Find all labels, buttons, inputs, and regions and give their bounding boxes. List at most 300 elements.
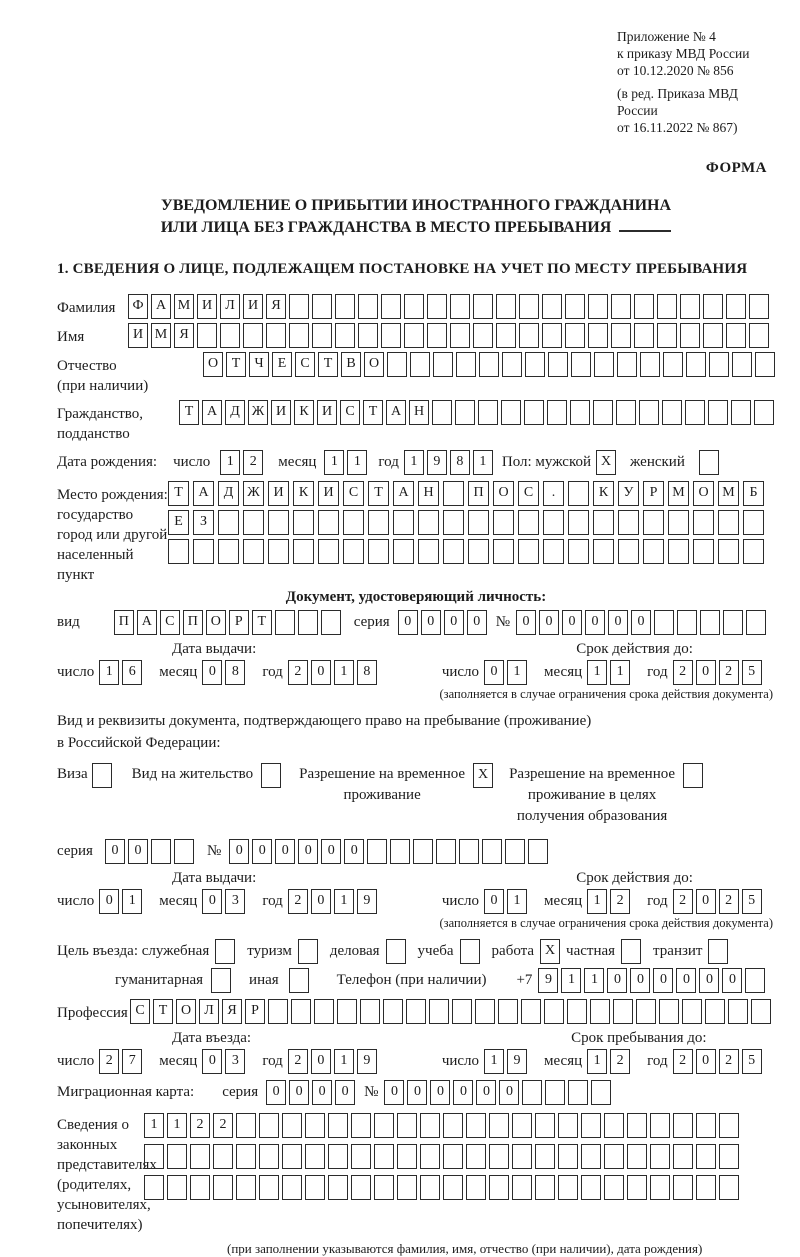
char-cell[interactable]	[473, 323, 493, 348]
char-cell[interactable]: 1	[587, 660, 607, 685]
entry-year[interactable]	[288, 1049, 380, 1074]
char-cell[interactable]	[673, 1144, 693, 1169]
char-cell[interactable]: 0	[384, 1080, 404, 1105]
checkbox-humanitarian[interactable]	[211, 968, 231, 993]
char-cell[interactable]	[443, 1113, 463, 1138]
char-cell[interactable]	[543, 539, 564, 564]
char-cell[interactable]	[443, 1175, 463, 1200]
char-cell[interactable]: 0	[275, 839, 295, 864]
char-cell[interactable]: 1	[220, 450, 240, 475]
stay-until-year[interactable]	[673, 1049, 765, 1074]
char-cell[interactable]: М	[151, 323, 171, 348]
char-cell[interactable]	[501, 400, 521, 425]
char-cell[interactable]: 9	[357, 889, 377, 914]
char-cell[interactable]: 0	[252, 839, 272, 864]
char-cell[interactable]	[650, 1144, 670, 1169]
char-cell[interactable]: И	[128, 323, 148, 348]
char-cell[interactable]	[374, 1144, 394, 1169]
char-cell[interactable]	[505, 839, 525, 864]
char-cell[interactable]: 0	[499, 1080, 519, 1105]
char-cell[interactable]	[475, 999, 495, 1024]
char-cell[interactable]: Т	[318, 352, 338, 377]
char-cell[interactable]	[452, 999, 472, 1024]
char-cell[interactable]: 0	[476, 1080, 496, 1105]
char-cell[interactable]	[731, 400, 751, 425]
doc-kind-input[interactable]	[114, 610, 344, 635]
char-cell[interactable]	[751, 999, 771, 1024]
char-cell[interactable]	[755, 352, 775, 377]
checkbox-other[interactable]	[289, 968, 309, 993]
char-cell[interactable]: 0	[229, 839, 249, 864]
char-cell[interactable]	[565, 323, 585, 348]
char-cell[interactable]: Ч	[249, 352, 269, 377]
char-cell[interactable]	[443, 539, 464, 564]
char-cell[interactable]	[236, 1175, 256, 1200]
stay-issue-day[interactable]	[99, 889, 145, 914]
char-cell[interactable]: 2	[243, 450, 263, 475]
char-cell[interactable]: 1	[561, 968, 581, 993]
char-cell[interactable]: Н	[409, 400, 429, 425]
char-cell[interactable]	[519, 294, 539, 319]
profession-input[interactable]	[130, 999, 774, 1024]
char-cell[interactable]: 1	[347, 450, 367, 475]
char-cell[interactable]: 2	[673, 889, 693, 914]
char-cell[interactable]	[293, 510, 314, 535]
char-cell[interactable]	[236, 1113, 256, 1138]
char-cell[interactable]	[479, 352, 499, 377]
char-cell[interactable]: 1	[507, 660, 527, 685]
char-cell[interactable]	[418, 539, 439, 564]
char-cell[interactable]: 0	[608, 610, 628, 635]
char-cell[interactable]: К	[293, 481, 314, 506]
char-cell[interactable]: С	[130, 999, 150, 1024]
char-cell[interactable]	[275, 610, 295, 635]
checkbox-female[interactable]	[699, 450, 719, 475]
char-cell[interactable]	[433, 352, 453, 377]
legal-input-row3[interactable]	[144, 1175, 742, 1200]
char-cell[interactable]	[466, 1175, 486, 1200]
char-cell[interactable]	[544, 999, 564, 1024]
stay-issue-year[interactable]	[288, 889, 380, 914]
doc-issue-month[interactable]	[202, 660, 248, 685]
char-cell[interactable]	[443, 1144, 463, 1169]
char-cell[interactable]	[436, 839, 456, 864]
checkbox-residence-permit[interactable]	[261, 763, 281, 788]
char-cell[interactable]	[703, 323, 723, 348]
char-cell[interactable]: П	[183, 610, 203, 635]
given-name-input[interactable]	[128, 323, 772, 348]
char-cell[interactable]: 2	[99, 1049, 119, 1074]
legal-input-row2[interactable]	[144, 1144, 742, 1169]
char-cell[interactable]: Д	[225, 400, 245, 425]
char-cell[interactable]	[542, 323, 562, 348]
char-cell[interactable]	[591, 1080, 611, 1105]
char-cell[interactable]	[542, 294, 562, 319]
char-cell[interactable]: М	[668, 481, 689, 506]
char-cell[interactable]: 0	[430, 1080, 450, 1105]
char-cell[interactable]: Р	[229, 610, 249, 635]
char-cell[interactable]: 8	[225, 660, 245, 685]
char-cell[interactable]: О	[364, 352, 384, 377]
char-cell[interactable]: 0	[539, 610, 559, 635]
char-cell[interactable]	[745, 968, 765, 993]
char-cell[interactable]	[521, 999, 541, 1024]
char-cell[interactable]: 0	[312, 1080, 332, 1105]
stay-until-day[interactable]	[484, 1049, 530, 1074]
char-cell[interactable]	[502, 352, 522, 377]
char-cell[interactable]	[351, 1175, 371, 1200]
char-cell[interactable]	[397, 1175, 417, 1200]
char-cell[interactable]: 2	[288, 660, 308, 685]
char-cell[interactable]	[218, 539, 239, 564]
char-cell[interactable]	[368, 539, 389, 564]
checkbox-temp-residence-education[interactable]	[683, 763, 703, 788]
char-cell[interactable]	[693, 510, 714, 535]
char-cell[interactable]	[213, 1175, 233, 1200]
char-cell[interactable]: 0	[516, 610, 536, 635]
char-cell[interactable]	[593, 539, 614, 564]
char-cell[interactable]	[337, 999, 357, 1024]
char-cell[interactable]	[548, 352, 568, 377]
char-cell[interactable]	[393, 510, 414, 535]
char-cell[interactable]	[522, 1080, 542, 1105]
char-cell[interactable]	[455, 400, 475, 425]
char-cell[interactable]	[571, 352, 591, 377]
char-cell[interactable]: 1	[144, 1113, 164, 1138]
mc-number-input[interactable]	[384, 1080, 614, 1105]
char-cell[interactable]	[726, 323, 746, 348]
char-cell[interactable]	[545, 1080, 565, 1105]
char-cell[interactable]	[473, 294, 493, 319]
char-cell[interactable]	[314, 999, 334, 1024]
char-cell[interactable]: О	[176, 999, 196, 1024]
char-cell[interactable]: 0	[696, 889, 716, 914]
char-cell[interactable]	[420, 1175, 440, 1200]
char-cell[interactable]	[677, 610, 697, 635]
entry-day[interactable]	[99, 1049, 145, 1074]
char-cell[interactable]: 8	[450, 450, 470, 475]
char-cell[interactable]: 0	[298, 839, 318, 864]
char-cell[interactable]: Я	[266, 294, 286, 319]
stay-number-input[interactable]	[229, 839, 551, 864]
char-cell[interactable]	[374, 1113, 394, 1138]
char-cell[interactable]	[493, 510, 514, 535]
char-cell[interactable]: 0	[321, 839, 341, 864]
char-cell[interactable]	[568, 510, 589, 535]
char-cell[interactable]	[381, 294, 401, 319]
char-cell[interactable]	[643, 539, 664, 564]
char-cell[interactable]: 0	[311, 1049, 331, 1074]
char-cell[interactable]: О	[206, 610, 226, 635]
char-cell[interactable]: П	[114, 610, 134, 635]
char-cell[interactable]	[282, 1175, 302, 1200]
char-cell[interactable]	[732, 352, 752, 377]
char-cell[interactable]	[543, 510, 564, 535]
char-cell[interactable]	[406, 999, 426, 1024]
char-cell[interactable]	[627, 1175, 647, 1200]
char-cell[interactable]	[696, 1175, 716, 1200]
char-cell[interactable]	[685, 400, 705, 425]
char-cell[interactable]	[456, 352, 476, 377]
char-cell[interactable]	[351, 1113, 371, 1138]
char-cell[interactable]	[459, 839, 479, 864]
char-cell[interactable]	[489, 1144, 509, 1169]
char-cell[interactable]	[611, 294, 631, 319]
char-cell[interactable]: Д	[218, 481, 239, 506]
char-cell[interactable]	[305, 1113, 325, 1138]
char-cell[interactable]: 0	[128, 839, 148, 864]
birth-place-input-row2[interactable]	[168, 510, 768, 535]
char-cell[interactable]: 0	[722, 968, 742, 993]
char-cell[interactable]: С	[343, 481, 364, 506]
birth-place-input-row1[interactable]	[168, 481, 768, 506]
char-cell[interactable]	[420, 1113, 440, 1138]
char-cell[interactable]: К	[593, 481, 614, 506]
char-cell[interactable]: Е	[168, 510, 189, 535]
char-cell[interactable]	[468, 539, 489, 564]
char-cell[interactable]	[266, 323, 286, 348]
char-cell[interactable]	[547, 400, 567, 425]
char-cell[interactable]	[393, 539, 414, 564]
legal-input-row1[interactable]	[144, 1113, 742, 1138]
char-cell[interactable]	[358, 323, 378, 348]
char-cell[interactable]	[680, 323, 700, 348]
char-cell[interactable]: 2	[610, 1049, 630, 1074]
char-cell[interactable]	[318, 539, 339, 564]
char-cell[interactable]: В	[341, 352, 361, 377]
char-cell[interactable]	[719, 1175, 739, 1200]
char-cell[interactable]	[190, 1144, 210, 1169]
char-cell[interactable]: С	[340, 400, 360, 425]
char-cell[interactable]	[489, 1113, 509, 1138]
char-cell[interactable]	[743, 510, 764, 535]
char-cell[interactable]: 0	[653, 968, 673, 993]
char-cell[interactable]	[700, 610, 720, 635]
char-cell[interactable]: 3	[225, 1049, 245, 1074]
char-cell[interactable]: З	[193, 510, 214, 535]
char-cell[interactable]	[450, 294, 470, 319]
char-cell[interactable]	[289, 294, 309, 319]
char-cell[interactable]	[668, 510, 689, 535]
char-cell[interactable]	[268, 999, 288, 1024]
char-cell[interactable]	[413, 839, 433, 864]
char-cell[interactable]: 7	[122, 1049, 142, 1074]
char-cell[interactable]: 0	[467, 610, 487, 635]
char-cell[interactable]	[259, 1144, 279, 1169]
char-cell[interactable]: С	[295, 352, 315, 377]
char-cell[interactable]: А	[202, 400, 222, 425]
char-cell[interactable]	[213, 1144, 233, 1169]
char-cell[interactable]	[236, 1144, 256, 1169]
char-cell[interactable]: 0	[311, 889, 331, 914]
char-cell[interactable]	[650, 1113, 670, 1138]
char-cell[interactable]: 0	[202, 660, 222, 685]
char-cell[interactable]	[567, 999, 587, 1024]
char-cell[interactable]	[718, 510, 739, 535]
char-cell[interactable]	[650, 1175, 670, 1200]
char-cell[interactable]	[282, 1113, 302, 1138]
char-cell[interactable]	[427, 294, 447, 319]
char-cell[interactable]	[404, 323, 424, 348]
char-cell[interactable]	[743, 539, 764, 564]
char-cell[interactable]	[686, 352, 706, 377]
char-cell[interactable]: 1	[334, 1049, 354, 1074]
char-cell[interactable]	[723, 610, 743, 635]
char-cell[interactable]: О	[203, 352, 223, 377]
birth-month-input[interactable]	[324, 450, 370, 475]
surname-input[interactable]	[128, 294, 772, 319]
char-cell[interactable]: 1	[484, 1049, 504, 1074]
checkbox-study[interactable]	[460, 939, 480, 964]
char-cell[interactable]: 0	[344, 839, 364, 864]
char-cell[interactable]	[696, 1144, 716, 1169]
char-cell[interactable]: 2	[719, 660, 739, 685]
stay-valid-year[interactable]	[673, 889, 765, 914]
char-cell[interactable]: И	[268, 481, 289, 506]
stay-until-month[interactable]	[587, 1049, 633, 1074]
char-cell[interactable]	[588, 294, 608, 319]
char-cell[interactable]: И	[318, 481, 339, 506]
char-cell[interactable]	[343, 539, 364, 564]
char-cell[interactable]: 1	[587, 1049, 607, 1074]
char-cell[interactable]: 0	[444, 610, 464, 635]
char-cell[interactable]: Р	[245, 999, 265, 1024]
char-cell[interactable]: Я	[222, 999, 242, 1024]
char-cell[interactable]	[668, 539, 689, 564]
char-cell[interactable]	[662, 400, 682, 425]
char-cell[interactable]: А	[193, 481, 214, 506]
phone-input[interactable]	[538, 968, 768, 993]
checkbox-tourism[interactable]	[298, 939, 318, 964]
char-cell[interactable]	[616, 400, 636, 425]
char-cell[interactable]	[489, 1175, 509, 1200]
char-cell[interactable]	[443, 510, 464, 535]
char-cell[interactable]	[493, 539, 514, 564]
char-cell[interactable]	[634, 323, 654, 348]
char-cell[interactable]: 0	[607, 968, 627, 993]
char-cell[interactable]: 1	[122, 889, 142, 914]
char-cell[interactable]	[636, 999, 656, 1024]
char-cell[interactable]: 6	[122, 660, 142, 685]
char-cell[interactable]	[558, 1113, 578, 1138]
char-cell[interactable]: У	[618, 481, 639, 506]
char-cell[interactable]: 0	[453, 1080, 473, 1105]
char-cell[interactable]	[478, 400, 498, 425]
char-cell[interactable]: Л	[220, 294, 240, 319]
char-cell[interactable]: Т	[153, 999, 173, 1024]
checkbox-official[interactable]	[215, 939, 235, 964]
char-cell[interactable]	[305, 1144, 325, 1169]
char-cell[interactable]	[627, 1113, 647, 1138]
char-cell[interactable]	[593, 510, 614, 535]
char-cell[interactable]: 0	[421, 610, 441, 635]
char-cell[interactable]: 9	[538, 968, 558, 993]
char-cell[interactable]	[512, 1113, 532, 1138]
char-cell[interactable]: А	[386, 400, 406, 425]
char-cell[interactable]: 0	[630, 968, 650, 993]
char-cell[interactable]	[468, 510, 489, 535]
char-cell[interactable]	[321, 610, 341, 635]
char-cell[interactable]	[360, 999, 380, 1024]
char-cell[interactable]	[535, 1175, 555, 1200]
char-cell[interactable]	[298, 610, 318, 635]
char-cell[interactable]: Ж	[243, 481, 264, 506]
char-cell[interactable]: Т	[252, 610, 272, 635]
char-cell[interactable]: 0	[484, 889, 504, 914]
char-cell[interactable]	[397, 1144, 417, 1169]
doc-series-input[interactable]	[398, 610, 490, 635]
char-cell[interactable]	[581, 1113, 601, 1138]
char-cell[interactable]: 5	[742, 1049, 762, 1074]
checkbox-business[interactable]	[386, 939, 406, 964]
checkbox-male[interactable]: X	[596, 450, 616, 475]
char-cell[interactable]	[427, 323, 447, 348]
char-cell[interactable]	[719, 1144, 739, 1169]
char-cell[interactable]	[604, 1175, 624, 1200]
checkbox-transit[interactable]	[708, 939, 728, 964]
char-cell[interactable]	[197, 323, 217, 348]
char-cell[interactable]	[243, 323, 263, 348]
char-cell[interactable]	[368, 510, 389, 535]
char-cell[interactable]: Е	[272, 352, 292, 377]
char-cell[interactable]	[144, 1175, 164, 1200]
char-cell[interactable]: 0	[676, 968, 696, 993]
char-cell[interactable]: П	[468, 481, 489, 506]
char-cell[interactable]: 1	[587, 889, 607, 914]
char-cell[interactable]: 1	[507, 889, 527, 914]
char-cell[interactable]	[590, 999, 610, 1024]
char-cell[interactable]	[312, 294, 332, 319]
char-cell[interactable]	[168, 539, 189, 564]
checkbox-temp-residence[interactable]: X	[473, 763, 493, 788]
doc-number-input[interactable]	[516, 610, 769, 635]
char-cell[interactable]: И	[271, 400, 291, 425]
char-cell[interactable]	[535, 1144, 555, 1169]
char-cell[interactable]	[243, 510, 264, 535]
char-cell[interactable]	[450, 323, 470, 348]
char-cell[interactable]: 2	[673, 1049, 693, 1074]
char-cell[interactable]: 5	[742, 660, 762, 685]
char-cell[interactable]	[358, 294, 378, 319]
char-cell[interactable]	[512, 1175, 532, 1200]
char-cell[interactable]: 2	[288, 889, 308, 914]
stay-issue-month[interactable]	[202, 889, 248, 914]
char-cell[interactable]	[604, 1113, 624, 1138]
char-cell[interactable]	[387, 352, 407, 377]
char-cell[interactable]	[703, 294, 723, 319]
char-cell[interactable]	[749, 323, 769, 348]
char-cell[interactable]	[718, 539, 739, 564]
checkbox-private[interactable]	[621, 939, 641, 964]
char-cell[interactable]	[432, 400, 452, 425]
char-cell[interactable]: 9	[427, 450, 447, 475]
char-cell[interactable]	[420, 1144, 440, 1169]
char-cell[interactable]	[418, 510, 439, 535]
char-cell[interactable]	[383, 999, 403, 1024]
char-cell[interactable]: 0	[398, 610, 418, 635]
char-cell[interactable]: 9	[357, 1049, 377, 1074]
char-cell[interactable]: Т	[179, 400, 199, 425]
char-cell[interactable]: 1	[404, 450, 424, 475]
char-cell[interactable]	[335, 294, 355, 319]
char-cell[interactable]: 1	[610, 660, 630, 685]
char-cell[interactable]	[328, 1144, 348, 1169]
char-cell[interactable]	[193, 539, 214, 564]
birth-day-input[interactable]	[220, 450, 266, 475]
char-cell[interactable]	[728, 999, 748, 1024]
char-cell[interactable]	[259, 1113, 279, 1138]
char-cell[interactable]	[174, 839, 194, 864]
